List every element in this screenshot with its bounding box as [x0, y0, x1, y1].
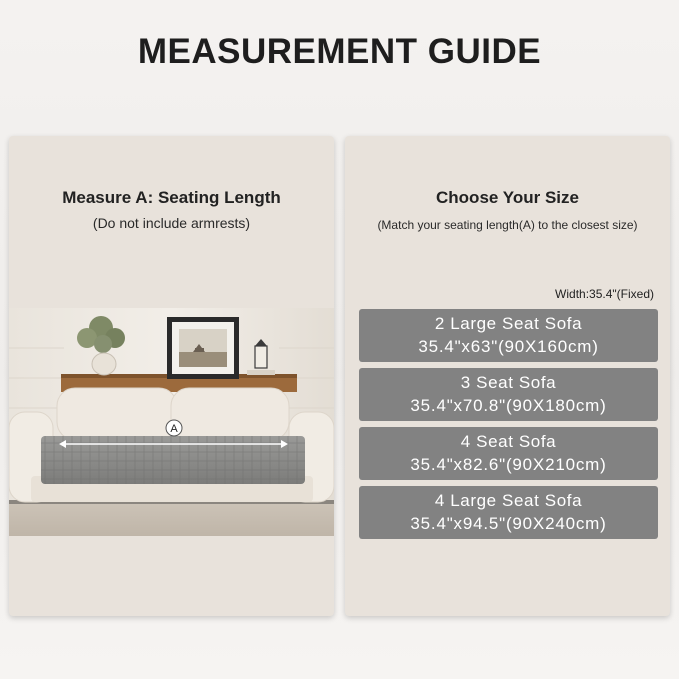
width-note: Width:35.4"(Fixed)	[555, 287, 654, 301]
measure-note: (Do not include armrests)	[92, 215, 251, 231]
size-note: (Match your seating length(A) to the closest size)	[377, 218, 638, 232]
measure-panel	[9, 136, 334, 616]
size-option-4-seat[interactable]	[359, 427, 658, 480]
sofa-photo	[9, 308, 334, 536]
size-option-dims: 35.4"x70.8"(90X180cm)	[410, 396, 607, 415]
page-title: MEASUREMENT GUIDE	[137, 32, 542, 71]
size-option-dims: 35.4"x94.5"(90X240cm)	[410, 514, 607, 533]
size-option-name: 4 Seat Sofa	[460, 432, 557, 451]
size-option-dims: 35.4"x82.6"(90X210cm)	[410, 455, 607, 474]
size-option-name: 3 Seat Sofa	[460, 373, 557, 392]
measure-heading: Measure A: Seating Length	[62, 188, 281, 207]
size-list	[359, 309, 658, 545]
size-option-name: 4 Large Seat Sofa	[434, 491, 583, 510]
size-heading: Choose Your Size	[436, 188, 579, 207]
size-option-2-large-seat[interactable]	[359, 309, 658, 362]
size-option-dims: 35.4"x63"(90X160cm)	[418, 337, 599, 356]
size-option-4-large-seat[interactable]	[359, 486, 658, 539]
size-option-name: 2 Large Seat Sofa	[434, 314, 583, 333]
marker-a-label: A	[170, 423, 178, 435]
size-option-3-seat[interactable]	[359, 368, 658, 421]
size-panel	[345, 136, 670, 616]
framed-picture	[167, 317, 239, 379]
